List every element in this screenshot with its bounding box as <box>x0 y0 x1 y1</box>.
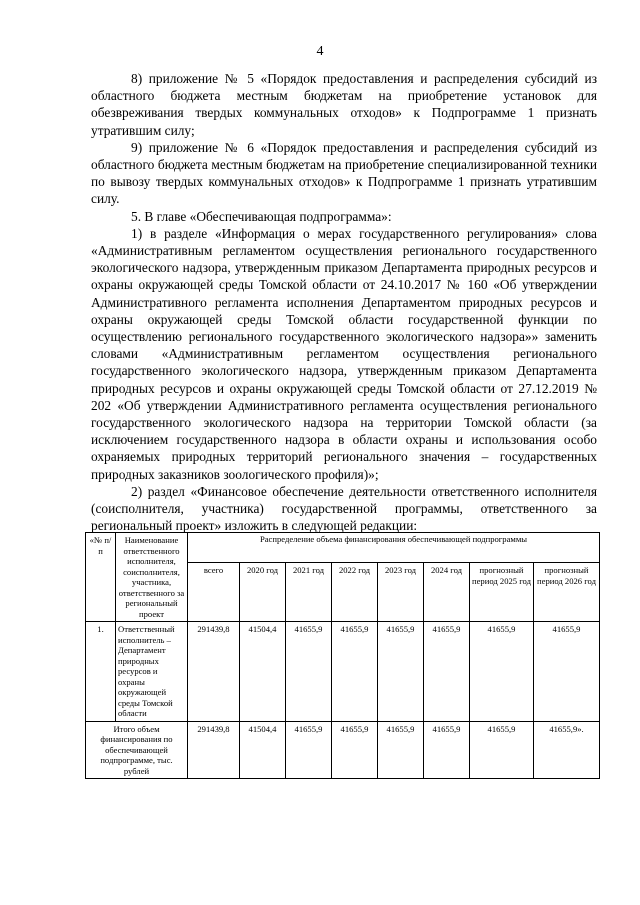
total-value: 291439,8 <box>188 721 240 779</box>
total-value: 41655,9 <box>378 721 424 779</box>
row-value: 41655,9 <box>470 622 534 722</box>
total-value: 41655,9 <box>424 721 470 779</box>
header-col: 2020 год <box>240 563 286 622</box>
paragraph: 2) раздел «Финансовое обеспечение деятельности ответственного исполнителя (соисполнителя, участника) государственной программы, ответственного за региональный проект» изложить в следующей редакции: <box>91 483 597 534</box>
financing-table <box>85 532 600 779</box>
header-col: прогнозный период 2025 год <box>470 563 534 622</box>
total-value: 41655,9 <box>470 721 534 779</box>
row-value: 41655,9 <box>534 622 600 722</box>
header-name: Наименование ответственного исполнителя, соисполнителя, участника, ответственного за региональный проект <box>116 533 188 622</box>
paragraph: 9) приложение № 6 «Порядок предоставления и распределения субсидий из областного бюджета местным бюджетам на приобретение специализированной техники по вывозу твердых коммунальных отходов» к Подпрограмме 1 признать утратившим силу. <box>91 139 597 207</box>
paragraph: 5. В главе «Обеспечивающая подпрограмма»: <box>131 208 392 224</box>
total-value: 41504,4 <box>240 721 286 779</box>
paragraph: 8) приложение № 5 «Порядок предоставления и распределения субсидий из областного бюджета местным бюджетам на приобретение установок для обезвреживания твердых коммунальных отходов» к Подпрограмме 1 признать утратившим силу; <box>91 71 597 138</box>
paragraph: 1) в разделе «Информация о мерах государственного регулирования» слова «Административным регламентом осуществления регионального государственного экологического надзора, утвержденным приказом Департамента природных ресурсов и охраны окружающей среды Томской области от 24.10.2017 № 160 «Об утверждении Административного регламента исполнения Департаментом природных ресурсов и охраны окружающей среды Томской области государственной функции по осуществлению регионального государственного экологического надзора»» заменить словами «Административным регламентом осуществления регионального государственного экологического надзора, утвержденным приказом Департамента природных ресурсов и охраны окружающей среды Томской области от 27.12.2019 № 202 «Об утверждении Административного регламента осуществления регионального государственного экологического надзора на территории Томской области (за исключением государственного надзора в области охраны и использования особо охраняемых природных территорий регионального значения – государственных природных заказников зоологического профиля)»; <box>91 225 597 482</box>
total-label: Итого объем финансирования по обеспечивающей подпрограмме, тыс. рублей <box>86 721 188 779</box>
total-row <box>86 721 600 779</box>
row-value: 41504,4 <box>240 622 286 722</box>
header-col: 2023 год <box>378 563 424 622</box>
header-col: прогнозный период 2026 год <box>534 563 600 622</box>
row-name: Ответственный исполнитель – Департамент природных ресурсов и охраны окружающей среды Томской области <box>116 622 188 722</box>
total-value: 41655,9 <box>286 721 332 779</box>
row-value: 41655,9 <box>424 622 470 722</box>
header-col: всего <box>188 563 240 622</box>
row-value: 41655,9 <box>286 622 332 722</box>
row-value: 41655,9 <box>378 622 424 722</box>
row-value: 41655,9 <box>332 622 378 722</box>
header-col: 2022 год <box>332 563 378 622</box>
header-distribution: Распределение объема финансирования обеспечивающей подпрограммы <box>188 533 600 563</box>
header-num: «№ п/п <box>86 533 116 622</box>
total-value: 41655,9». <box>534 721 600 779</box>
table-row <box>86 622 600 722</box>
header-col: 2021 год <box>286 563 332 622</box>
row-num: 1. <box>86 622 116 722</box>
body-text <box>91 70 597 534</box>
header-col: 2024 год <box>424 563 470 622</box>
page-number: 4 <box>316 44 324 59</box>
row-value: 291439,8 <box>188 622 240 722</box>
total-value: 41655,9 <box>332 721 378 779</box>
